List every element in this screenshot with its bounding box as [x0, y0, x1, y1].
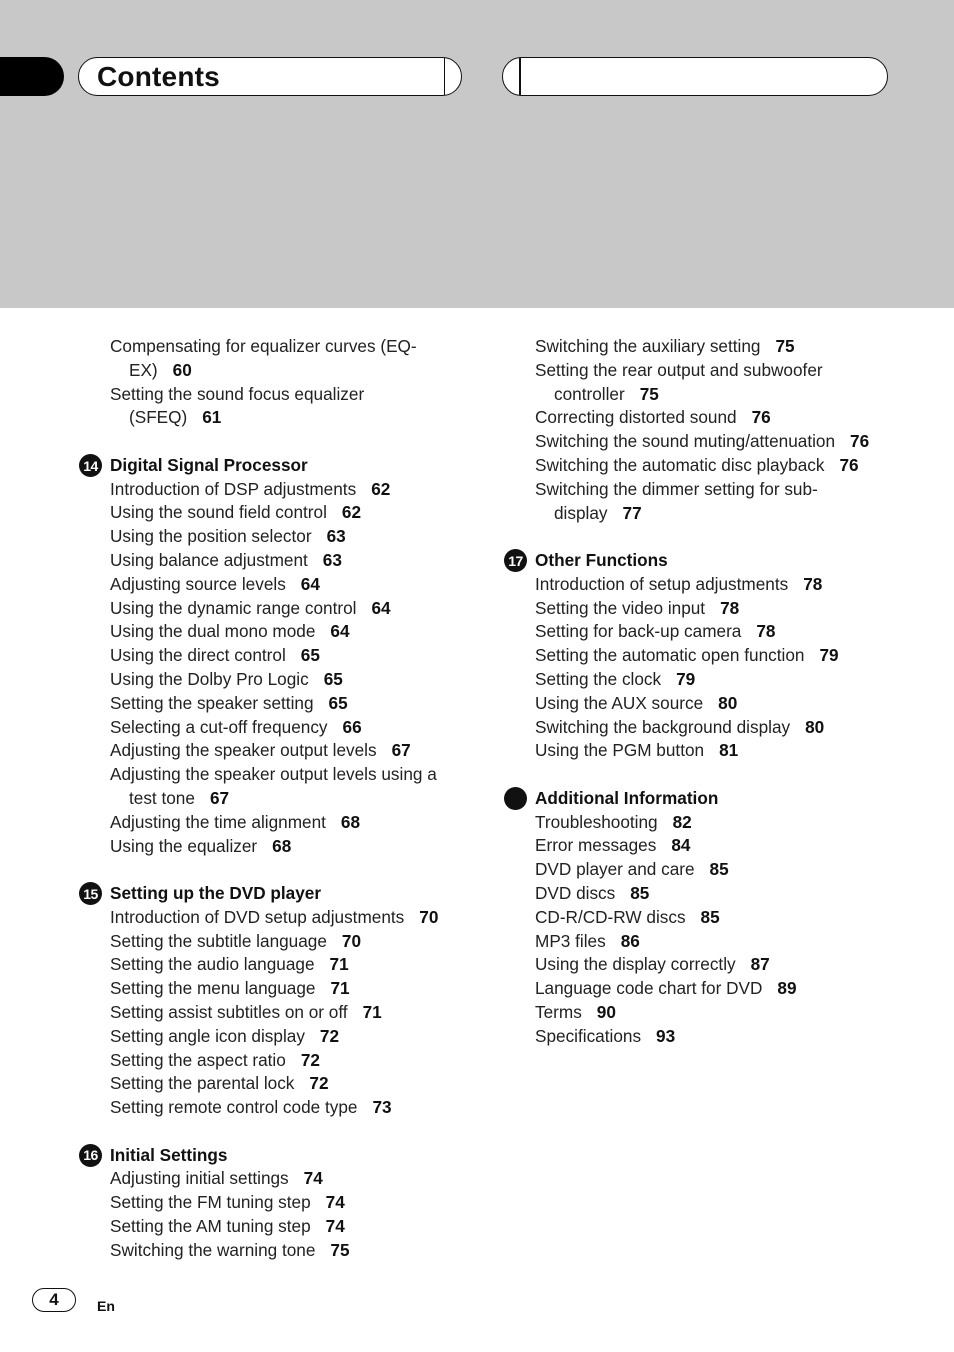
section-heading: [79, 882, 479, 906]
entry-text-continued: [535, 502, 924, 526]
entry-text: Setting the automatic open function: [535, 645, 805, 666]
toc-entry[interactable]: [79, 549, 479, 573]
toc-entry[interactable]: [504, 478, 924, 526]
title-box: [78, 57, 462, 96]
entry-page-number: 64: [300, 573, 320, 594]
entry-page-number: 81: [719, 740, 739, 761]
entry-text: Switching the sound muting/attenuation: [535, 431, 836, 452]
toc-entry[interactable]: [79, 501, 479, 525]
toc-entry[interactable]: [504, 716, 924, 740]
entry-text: Using the sound field control: [110, 502, 327, 523]
toc-entry[interactable]: [79, 1001, 479, 1025]
entry-text: Using the PGM button: [535, 740, 705, 761]
entry-page-number: 80: [805, 716, 825, 737]
entry-text: Using the dynamic range control: [110, 597, 357, 618]
entry-page-number: 60: [172, 359, 192, 380]
chapter-tab: [0, 57, 64, 96]
toc-entry[interactable]: [79, 977, 479, 1001]
entry-text: Setting the subtitle language: [110, 930, 327, 951]
toc-entry[interactable]: [79, 525, 479, 549]
toc-entry[interactable]: [79, 573, 479, 597]
language-label: En: [97, 1298, 115, 1314]
entry-text: Compensating for equalizer curves (EQ-: [110, 336, 417, 356]
entry-page-number: 70: [419, 906, 439, 927]
header-band: [0, 0, 954, 308]
entry-text: Setting the sound focus equalizer: [110, 383, 365, 404]
toc-entry[interactable]: [79, 383, 479, 431]
toc-entry[interactable]: [504, 953, 924, 977]
entry-page-number: 74: [325, 1192, 345, 1213]
entry-page-number: 78: [803, 573, 823, 594]
entry-page-number: 87: [750, 954, 770, 975]
toc-entry[interactable]: [79, 1167, 479, 1191]
page-number: 4: [32, 1288, 76, 1312]
toc-entry[interactable]: [79, 716, 479, 740]
section-number-badge: 14: [79, 454, 102, 477]
toc-entry[interactable]: [79, 1215, 479, 1239]
section-number-badge: 16: [79, 1144, 102, 1167]
entry-page-number: 63: [322, 549, 342, 570]
entry-text: Setting the rear output and subwoofer: [535, 359, 823, 380]
entry-page-number: 75: [330, 1239, 350, 1260]
toc-entry[interactable]: [79, 811, 479, 835]
toc-section: [79, 335, 479, 430]
entry-page-number: 68: [340, 811, 361, 832]
entry-page-number: 82: [672, 811, 692, 832]
toc-entry[interactable]: [79, 668, 479, 692]
toc-entry[interactable]: [79, 644, 479, 668]
section-title: Setting up the DVD player: [110, 883, 322, 904]
entry-page-number: 62: [371, 478, 391, 499]
section-number-badge: [504, 787, 527, 810]
entry-page-number: 71: [330, 978, 350, 999]
entry-text: DVD player and care: [535, 859, 695, 880]
toc-entry[interactable]: [504, 930, 924, 954]
entry-page-number: 75: [639, 383, 659, 404]
entry-text: Adjusting the speaker output levels: [110, 740, 377, 761]
entry-page-number: 67: [209, 787, 230, 808]
toc-entry[interactable]: [504, 454, 924, 478]
section-number-badge: 15: [79, 882, 102, 905]
entry-text: Setting the clock: [535, 668, 662, 689]
empty-header-box: [502, 57, 888, 96]
toc-entry[interactable]: [79, 930, 479, 954]
toc-entry[interactable]: [504, 668, 924, 692]
entry-page-number: 65: [328, 692, 348, 713]
entry-continuation: EX): [129, 359, 158, 380]
entry-text: Setting the FM tuning step: [110, 1192, 311, 1213]
entry-text: Correcting distorted sound: [535, 407, 737, 428]
entry-text: Setting the menu language: [110, 978, 316, 999]
section-heading: [79, 1143, 479, 1167]
entry-page-number: 68: [272, 835, 292, 856]
section-title: Additional Information: [535, 788, 719, 809]
entry-text-continued: [110, 359, 479, 383]
section-title: Other Functions: [535, 550, 668, 571]
toc-entry[interactable]: [504, 834, 924, 858]
toc-entry[interactable]: [79, 597, 479, 621]
entry-text: Selecting a cut-off frequency: [110, 716, 328, 737]
entry-text-continued: [535, 383, 924, 407]
toc-entry[interactable]: [504, 882, 924, 906]
section-heading: [504, 549, 924, 573]
entry-page-number: 67: [391, 740, 411, 761]
toc-entry[interactable]: [79, 1049, 479, 1073]
entry-text: Setting the parental lock: [110, 1073, 295, 1094]
entry-page-number: 76: [839, 454, 859, 475]
entry-text: Error messages: [535, 835, 657, 856]
toc-entry[interactable]: [79, 335, 479, 383]
toc-entry[interactable]: [79, 1096, 479, 1120]
toc-entry[interactable]: [504, 858, 924, 882]
entry-text: Switching the automatic disc playback: [535, 454, 825, 475]
toc-entry[interactable]: [504, 359, 924, 407]
toc-entry[interactable]: [79, 1025, 479, 1049]
entry-page-number: 85: [709, 859, 729, 880]
toc-section: [79, 882, 479, 1120]
entry-text: Setting for back-up camera: [535, 621, 742, 642]
entry-text: Setting the AM tuning step: [110, 1215, 311, 1236]
toc-entry[interactable]: [504, 1001, 924, 1025]
entry-page-number: 72: [309, 1073, 329, 1094]
entry-text: Setting the aspect ratio: [110, 1049, 286, 1070]
toc-entry[interactable]: [504, 739, 924, 763]
entry-continuation: test tone: [129, 787, 195, 808]
toc-entry[interactable]: [504, 906, 924, 930]
toc-entry[interactable]: [504, 1025, 924, 1049]
entry-text: MP3 files: [535, 930, 606, 951]
entry-page-number: 90: [596, 1001, 616, 1022]
entry-text: Using the Dolby Pro Logic: [110, 668, 309, 689]
toc-entry[interactable]: [504, 644, 924, 668]
toc-section: [504, 335, 924, 525]
toc-entry[interactable]: [504, 335, 924, 359]
entry-text: Introduction of DSP adjustments: [110, 478, 357, 499]
entry-page-number: 84: [671, 835, 691, 856]
entry-page-number: 75: [775, 336, 795, 356]
entry-text: Using the AUX source: [535, 692, 704, 713]
entry-text: DVD discs: [535, 882, 616, 903]
toc-entry[interactable]: [79, 953, 479, 977]
entry-page-number: 71: [362, 1001, 382, 1022]
entry-page-number: 65: [300, 645, 320, 666]
entry-text: Setting the video input: [535, 597, 706, 618]
section-number-badge: 17: [504, 549, 527, 572]
entry-page-number: 76: [850, 431, 870, 452]
entry-text: Adjusting source levels: [110, 573, 286, 594]
entry-text: Using balance adjustment: [110, 549, 308, 570]
toc-entry[interactable]: [504, 406, 924, 430]
toc-entry[interactable]: [504, 620, 924, 644]
entry-page-number: 66: [342, 716, 362, 737]
toc-entry[interactable]: [504, 597, 924, 621]
entry-text: Switching the background display: [535, 716, 791, 737]
entry-text-continued: [110, 787, 479, 811]
entry-text: CD-R/CD-RW discs: [535, 906, 686, 927]
entry-text: Troubleshooting: [535, 811, 658, 832]
toc-section: [504, 787, 924, 1049]
toc-section: [504, 549, 924, 763]
entry-text: Switching the auxiliary setting: [535, 336, 761, 356]
entry-text: Using the dual mono mode: [110, 621, 316, 642]
entry-text: Setting assist subtitles on or off: [110, 1001, 348, 1022]
entry-text: Setting remote control code type: [110, 1097, 358, 1118]
entry-text: Language code chart for DVD: [535, 978, 763, 999]
entry-text-continued: [110, 406, 479, 430]
entry-page-number: 89: [777, 978, 797, 999]
entry-page-number: 86: [620, 930, 640, 951]
entry-text: Terms: [535, 1001, 582, 1022]
entry-continuation: display: [554, 502, 608, 523]
entry-text: Using the equalizer: [110, 835, 258, 856]
toc-entry[interactable]: [79, 692, 479, 716]
entry-text: Using the direct control: [110, 645, 286, 666]
toc-column-left: [79, 335, 479, 1262]
toc-entry[interactable]: [79, 835, 479, 859]
entry-text: Introduction of DVD setup adjustments: [110, 906, 405, 927]
toc-entry[interactable]: [79, 763, 479, 811]
toc-entry[interactable]: [504, 573, 924, 597]
entry-page-number: 80: [718, 692, 738, 713]
entry-text: Setting the audio language: [110, 954, 315, 975]
entry-page-number: 77: [622, 502, 642, 523]
entry-page-number: 71: [329, 954, 349, 975]
entry-page-number: 79: [819, 645, 839, 666]
toc-entry[interactable]: [504, 977, 924, 1001]
entry-continuation: controller: [554, 383, 625, 404]
section-title: Initial Settings: [110, 1144, 228, 1165]
entry-text: Introduction of setup adjustments: [535, 573, 789, 594]
toc-entry[interactable]: [79, 1072, 479, 1096]
entry-text: Adjusting initial settings: [110, 1168, 289, 1189]
entry-page-number: 61: [202, 407, 222, 428]
toc-entry[interactable]: [504, 430, 924, 454]
entry-page-number: 74: [303, 1168, 323, 1189]
entry-page-number: 93: [656, 1025, 676, 1046]
entry-page-number: 63: [326, 526, 346, 547]
page-title: Contents: [97, 61, 220, 92]
toc-column-right: [504, 335, 924, 1049]
entry-text: Setting angle icon display: [110, 1025, 305, 1046]
entry-page-number: 78: [720, 597, 740, 618]
entry-text: Adjusting the time alignment: [110, 811, 326, 832]
entry-page-number: 73: [372, 1097, 392, 1118]
entry-continuation: (SFEQ): [129, 407, 188, 428]
entry-page-number: 62: [341, 502, 362, 523]
toc-entry[interactable]: [79, 1191, 479, 1215]
section-title: Digital Signal Processor: [110, 455, 308, 476]
entry-page-number: 72: [319, 1025, 340, 1046]
entry-page-number: 79: [676, 668, 696, 689]
toc-entry[interactable]: [79, 478, 479, 502]
toc-section: [79, 1143, 479, 1262]
section-heading: [504, 787, 924, 811]
entry-text: Setting the speaker setting: [110, 692, 314, 713]
entry-page-number: 78: [756, 621, 776, 642]
toc-entry[interactable]: [79, 1239, 479, 1263]
entry-text: Adjusting the speaker output levels using a: [110, 764, 437, 785]
toc-entry[interactable]: [504, 692, 924, 716]
entry-text: Switching the warning tone: [110, 1239, 316, 1260]
entry-text: Switching the dimmer setting for sub-: [535, 478, 818, 499]
toc-entry[interactable]: [79, 739, 479, 763]
entry-page-number: 85: [630, 882, 650, 903]
toc-section: [79, 454, 479, 859]
title-box-divider: [444, 58, 446, 95]
entry-page-number: 72: [300, 1049, 320, 1070]
entry-text: Specifications: [535, 1025, 642, 1046]
toc-entry[interactable]: [504, 811, 924, 835]
entry-page-number: 65: [323, 668, 343, 689]
entry-page-number: 85: [700, 906, 720, 927]
entry-page-number: 74: [325, 1215, 345, 1236]
entry-page-number: 70: [341, 930, 362, 951]
entry-text: Using the display correctly: [535, 954, 736, 975]
section-heading: [79, 454, 479, 478]
entry-page-number: 76: [751, 407, 771, 428]
entry-page-number: 64: [330, 621, 350, 642]
entry-text: Using the position selector: [110, 526, 312, 547]
empty-box-divider: [519, 58, 521, 95]
toc-entry[interactable]: [79, 620, 479, 644]
entry-page-number: 64: [371, 597, 391, 618]
toc-entry[interactable]: [79, 906, 479, 930]
